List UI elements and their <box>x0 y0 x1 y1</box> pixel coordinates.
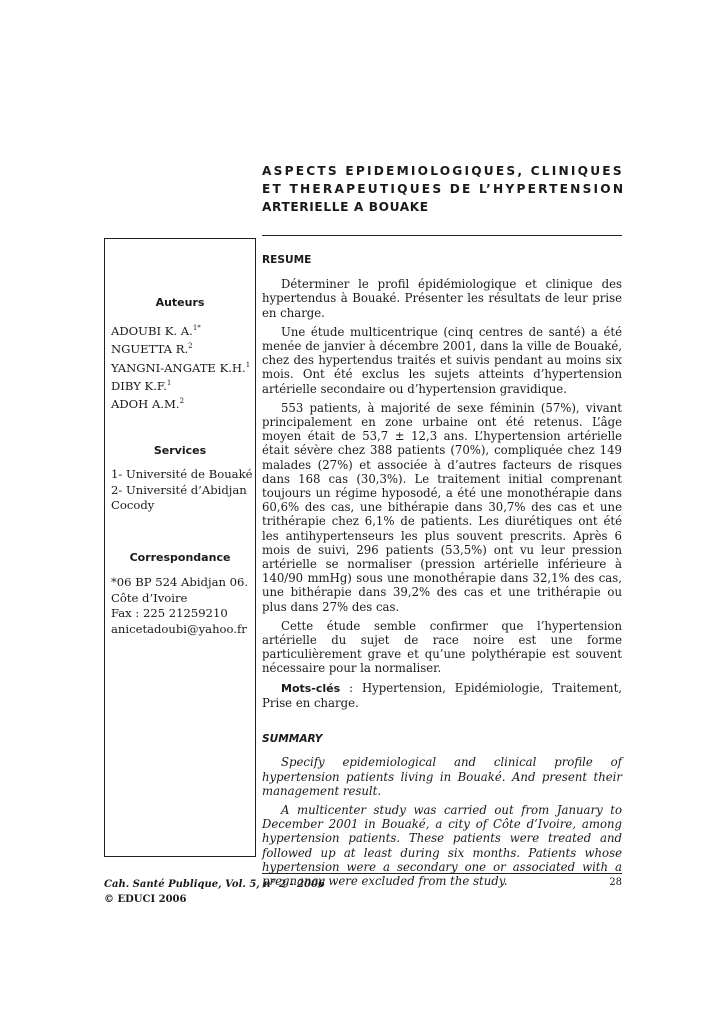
author-item: NGUETTA R.$^2$ <box>111 342 193 357</box>
address-line: Côte d’Ivoire <box>111 590 188 605</box>
services-heading: Services <box>153 444 207 457</box>
keywords-label: Mots-clés <box>281 681 341 695</box>
service-item: 2- Université d’Abidjan <box>111 482 247 497</box>
author-item: DIBY K.F.$^1$ <box>111 378 172 393</box>
resume-paragraph: Une étude multicentrique (cinq centres de santé) a été menée de janvier à décembre 2001, dans la ville de Bouaké, chez des hypertendus traités et suivis pendant au moins six mois. Ont été exclus les sujets atteints d’hypertension artérielle secondaire ou d’hypertension gravidique. <box>262 324 622 396</box>
abstract-column <box>262 253 622 893</box>
fax-line: Fax : 225 21259210 <box>111 606 228 620</box>
keywords <box>262 681 622 710</box>
title-line-2: ET THERAPEUTIQUES DE L’HYPERTENSION <box>262 182 626 196</box>
author-sidebar <box>104 238 256 857</box>
title-line-3: ARTERIELLE A BOUAKE <box>262 200 429 214</box>
copyright: © EDUCI 2006 <box>104 894 187 905</box>
email-line: anicetadoubi@yahoo.fr <box>111 621 247 636</box>
author-item: ADOUBI K. A.$^{1*}$ <box>111 323 201 338</box>
keywords-text: : Hypertension, Epidémiologie, Traitement, Prise en charge. <box>262 680 622 710</box>
summary-paragraph: A multicenter study was carried out from January to December 2001 in Bouaké, a city of Côte d’Ivoire, among hypertension patients. These patients were treated and followed up at least during six months. Patients whose hypertension were a secondary one or associated with a pregnancy were excluded from the study. <box>262 802 622 888</box>
page-footer <box>104 877 325 907</box>
summary-paragraph: Specify epidemiological and clinical profile of hypertension patients living in Bouaké. And present their management result. <box>262 755 622 798</box>
resume-paragraph: Déterminer le profil épidémiologique et clinique des hypertendus à Bouaké. Présenter les résultats de leur prise en charge. <box>262 277 622 320</box>
author-item: YANGNI-ANGATE K.H.$^1$ <box>111 360 251 375</box>
service-item: 1- Université de Bouaké <box>111 467 253 481</box>
correspondance-heading: Correspondance <box>129 551 231 564</box>
article-title <box>262 162 624 216</box>
resume-paragraph: Cette étude semble confirmer que l’hypertension artérielle du sujet de race noire est une forme particulièrement grave et qu’une polythérapie est souvent nécessaire pour la normaliser. <box>262 618 622 676</box>
page-number: 28 <box>609 877 622 888</box>
bottom-divider <box>262 873 622 874</box>
service-item: Cocody <box>111 498 155 512</box>
address-line: *06 BP 524 Abidjan 06. <box>111 575 249 589</box>
authors-heading: Auteurs <box>155 296 205 309</box>
journal-citation: Cah. Santé Publique, Vol. 5, n° 2 - 2006 <box>104 879 325 890</box>
correspondance-list <box>111 575 251 637</box>
author-item: ADOH A.M.$^2$ <box>111 397 185 412</box>
services-list <box>111 467 251 514</box>
summary-heading: SUMMARY <box>262 733 323 746</box>
authors-list <box>111 321 251 413</box>
resume-heading: RESUME <box>262 254 312 266</box>
resume-paragraph: 553 patients, à majorité de sexe féminin (57%), vivant principalement en zone urbaine ont été retenus. L’âge moyen était de 53,7 ± 12,3 ans. L’hypertension artérielle était sévère chez 388 patients (70%), compliquée chez 149 malades (27%) et associée à d’autres facteurs de risques dans 168 cas (30,3%). Le traitement initial comprenant toujours un régime hyposodé, a été une monothérapie dans 60,6% des cas, une bithérapie dans 30,7% des cas et une trithérapie chez 6,1% de patients. Les diurétiques ont été les antihypertenseurs les plus souvent prescrits. Après 6 mois de suivi, 296 patients (53,5%) ont vu leur pression artérielle se normaliser (pression artérielle inférieure à 140/90 mmHg) sous une monothérapie dans 32,1% des cas, une bithérapie dans 39,2% des cas et une trithérapie ou plus dans 27% des cas. <box>262 400 622 614</box>
title-line-1: ASPECTS EPIDEMIOLOGIQUES, CLINIQUES <box>262 164 624 178</box>
top-divider <box>262 235 622 236</box>
